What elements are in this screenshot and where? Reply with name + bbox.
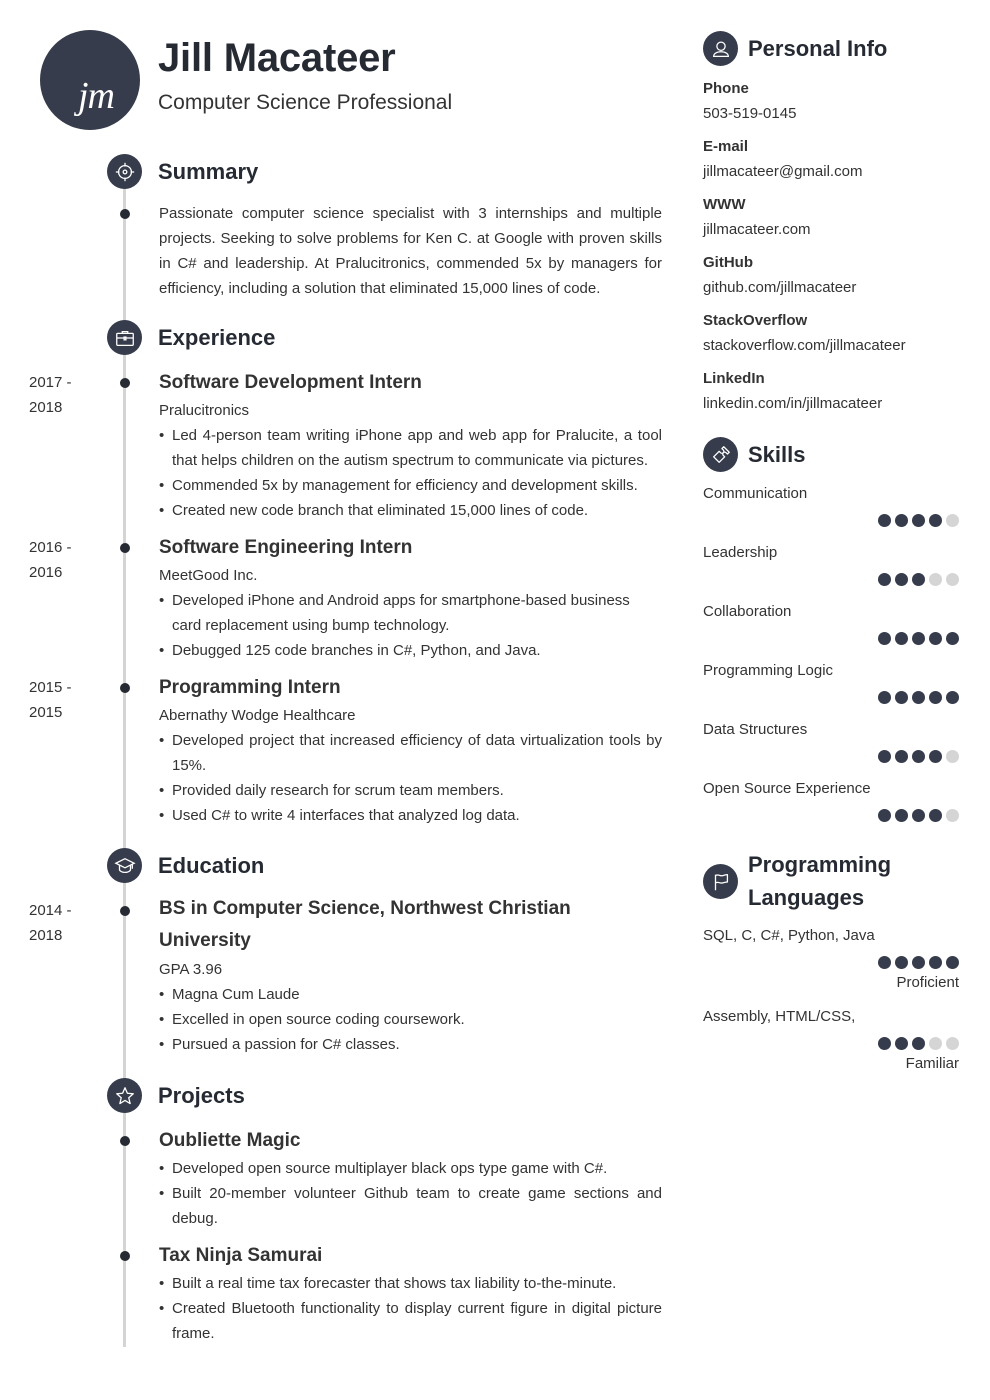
flag-icon [703, 864, 738, 899]
bullet: • Led 4-person team writing iPhone app and web app for Pralucite, a tool that helps children on the autism spectrum to communicate via pictures. [159, 423, 662, 473]
bullet: • Developed project that increased efficiency of data virtualization tools by 15%. [159, 728, 662, 778]
candidate-name: Jill Macateer [158, 36, 396, 80]
section-heading-skills: Skills [748, 442, 806, 467]
bullet: • Developed open source multiplayer black ops type game with C#. [159, 1156, 662, 1181]
bullet: • Built a real time tax forecaster that shows tax liability to-the-minute. [159, 1271, 662, 1296]
timeline-dot [120, 1136, 130, 1146]
timeline-dot [120, 1251, 130, 1261]
language-name: SQL, C, C#, Python, Java [703, 927, 875, 944]
language-rating [878, 956, 959, 969]
job-date: 2016 - 2016 [29, 539, 72, 581]
avatar-initials: jm [78, 75, 114, 117]
bullet: • Used C# to write 4 interfaces that analyzed log data. [159, 803, 662, 828]
language-rating [878, 1037, 959, 1050]
skill-rating [878, 691, 959, 704]
job-bullets [159, 728, 662, 828]
skill-item [703, 779, 959, 799]
gpa: GPA 3.96 [159, 961, 223, 978]
briefcase-icon [107, 320, 142, 355]
timeline-dot [120, 543, 130, 553]
target-icon [107, 154, 142, 189]
info-label-email: E-mail [703, 138, 749, 155]
job-title: Programming Intern [159, 677, 341, 698]
info-label-phone: Phone [703, 80, 749, 97]
puzzle-icon [703, 437, 738, 472]
section-heading-education: Education [158, 853, 265, 878]
project-bullets [159, 1156, 662, 1231]
job-date: 2015 - 2015 [29, 679, 72, 721]
language-item [703, 926, 959, 991]
skill-name: Collaboration [703, 603, 792, 620]
skill-item [703, 661, 959, 681]
timeline-dot [120, 209, 130, 219]
job-bullets [159, 588, 662, 663]
bullet: • Pursued a passion for C# classes. [159, 1032, 589, 1057]
job-bullets [159, 423, 662, 523]
graduation-cap-icon [107, 848, 142, 883]
project-entry [159, 1241, 662, 1346]
info-value-email: jillmacateer@gmail.com [703, 163, 863, 180]
info-value-linkedin: linkedin.com/in/jillmacateer [703, 395, 883, 412]
skill-name: Data Structures [703, 721, 808, 738]
project-title: Oubliette Magic [159, 1130, 301, 1151]
job-title: Software Engineering Intern [159, 537, 413, 558]
personal-info-list [703, 76, 963, 424]
education-date: 2014 - 2018 [29, 902, 72, 944]
degree: BS in Computer Science, Northwest Christian University [159, 898, 571, 951]
section-heading-experience: Experience [158, 325, 276, 350]
info-label-linkedin: LinkedIn [703, 370, 765, 387]
language-item [703, 1007, 959, 1072]
skill-name: Communication [703, 485, 808, 502]
skill-item [703, 484, 959, 504]
project-title: Tax Ninja Samurai [159, 1245, 323, 1266]
job-entry [159, 673, 662, 828]
language-level: Familiar [905, 1055, 959, 1072]
info-label-www: WWW [703, 196, 746, 213]
bullet: • Built 20-member volunteer Github team to create game sections and debug. [159, 1181, 662, 1231]
job-entry [159, 533, 662, 663]
employer: Abernathy Wodge Healthcare [159, 707, 356, 724]
job-date: 2017 - 2018 [29, 374, 72, 416]
timeline-dot [120, 683, 130, 693]
skill-name: Open Source Experience [703, 780, 871, 797]
avatar [40, 30, 140, 130]
info-value-github: github.com/jillmacateer [703, 279, 857, 296]
skill-item [703, 543, 959, 563]
timeline-dot [120, 378, 130, 388]
info-label-github: GitHub [703, 254, 753, 271]
info-label-stackoverflow: StackOverflow [703, 312, 808, 329]
timeline-dot [120, 906, 130, 916]
employer: MeetGood Inc. [159, 567, 258, 584]
project-bullets [159, 1271, 662, 1346]
skill-rating [878, 514, 959, 527]
section-heading-projects: Projects [158, 1083, 245, 1108]
job-entry [159, 368, 662, 523]
summary-text: Passionate computer science specialist with 3 internships and multiple projects. Seeking to solve problems for Ken C. at Google with proven skills in C# and leadership. At Pralucitronics, commended 5x by managers for efficiency, including a solution that eliminated 15,000 lines of code. [159, 205, 662, 297]
education-entry [159, 893, 589, 1057]
skill-name: Leadership [703, 544, 778, 561]
project-entry [159, 1126, 662, 1231]
skill-name: Programming Logic [703, 662, 834, 679]
person-icon [703, 31, 738, 66]
bullet: • Magna Cum Laude [159, 982, 589, 1007]
bullet: • Debugged 125 code branches in C#, Python, and Java. [159, 638, 662, 663]
bullet: • Provided daily research for scrum team members. [159, 778, 662, 803]
star-icon [107, 1078, 142, 1113]
education-bullets [159, 982, 589, 1057]
info-value-stackoverflow: stackoverflow.com/jillmacateer [703, 337, 906, 354]
employer: Pralucitronics [159, 402, 250, 419]
skill-rating [878, 632, 959, 645]
job-title: Software Development Intern [159, 372, 422, 393]
skill-rating [878, 573, 959, 586]
section-heading-summary: Summary [158, 159, 259, 184]
bullet: • Commended 5x by management for efficiency and development skills. [159, 473, 662, 498]
info-value-phone: 503-519-0145 [703, 105, 797, 122]
bullet: • Created new code branch that eliminated 15,000 lines of code. [159, 498, 662, 523]
info-value-www: jillmacateer.com [703, 221, 811, 238]
bullet: • Created Bluetooth functionality to display current figure in digital picture frame. [159, 1296, 662, 1346]
bullet: • Excelled in open source coding coursework. [159, 1007, 589, 1032]
section-heading-personal-info: Personal Info [748, 36, 888, 61]
candidate-title: Computer Science Professional [158, 91, 453, 114]
skill-rating [878, 809, 959, 822]
skill-item [703, 720, 959, 740]
bullet: • Developed iPhone and Android apps for smartphone-based business card replacement using bump technology. [159, 588, 662, 638]
skill-rating [878, 750, 959, 763]
language-name: Assembly, HTML/CSS, [703, 1008, 856, 1025]
skill-item [703, 602, 959, 622]
section-heading-programming-languages: Programming Languages [748, 852, 892, 910]
language-level: Proficient [896, 974, 959, 991]
